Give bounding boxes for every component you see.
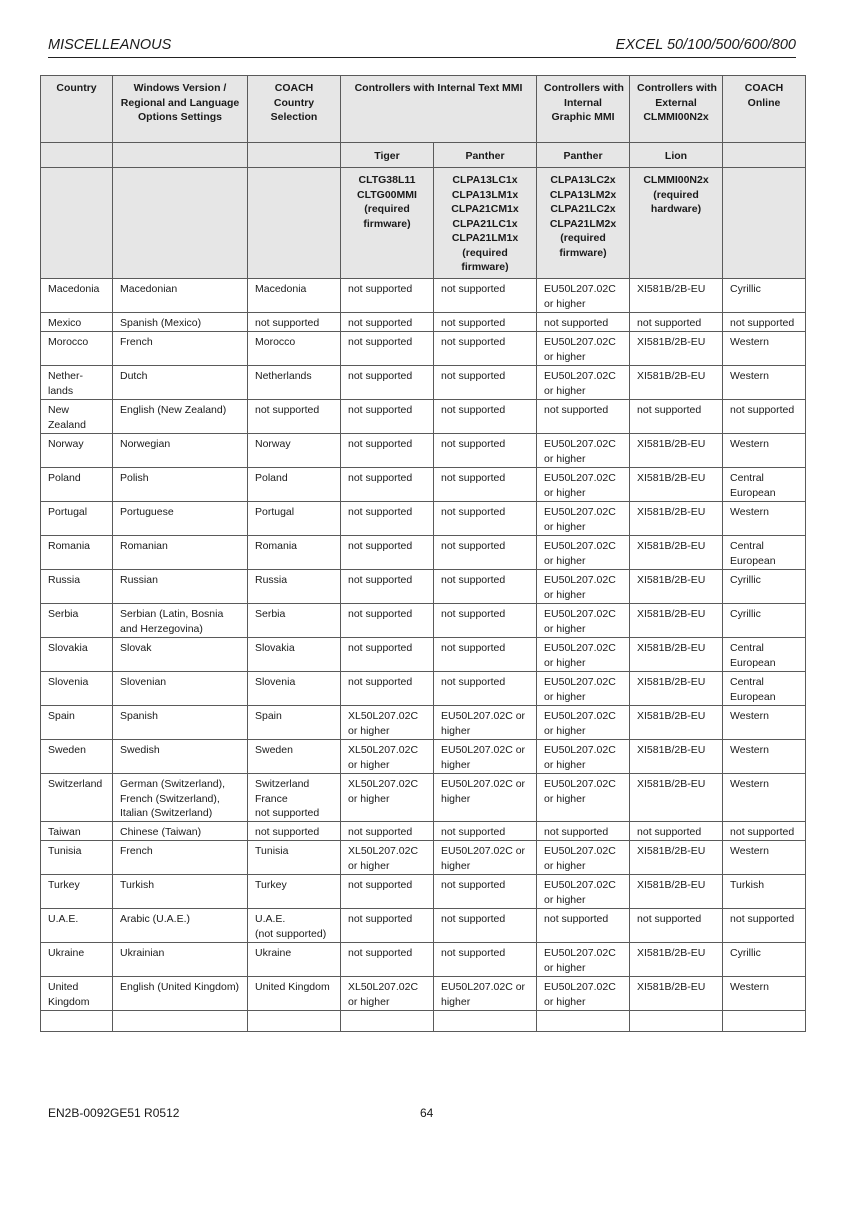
cell-tiger: not supported [341, 313, 434, 332]
cell-windows-version: English (United Kingdom) [113, 977, 248, 1011]
cell-lion: XI581B/2B-EU [630, 841, 723, 875]
cell-tiger: not supported [341, 638, 434, 672]
cell-coach-online: not supported [723, 822, 806, 841]
table-row [41, 875, 806, 909]
cell-coach-online: Central European [723, 638, 806, 672]
cell-coach-country: not supported [248, 822, 341, 841]
cell-panther-graphic: EU50L207.02C or higher [537, 468, 630, 502]
cell-panther-graphic: not supported [537, 909, 630, 943]
cell-coach-online: not supported [723, 909, 806, 943]
cell-tiger: XL50L207.02C or higher [341, 706, 434, 740]
cell-country: Spain [41, 706, 113, 740]
empty-cell [341, 1011, 434, 1032]
subheader-tiger: Tiger [341, 143, 434, 168]
cell-coach-country: Tunisia [248, 841, 341, 875]
col-header-windows-version: Windows Version / Regional and Language Options Settings [113, 76, 248, 143]
table-row [41, 536, 806, 570]
table-row [41, 774, 806, 822]
cell-tiger: XL50L207.02C or higher [341, 774, 434, 822]
cell-windows-version: French [113, 841, 248, 875]
cell-panther-text: not supported [434, 468, 537, 502]
cell-country: Sweden [41, 740, 113, 774]
cell-panther-graphic: EU50L207.02C or higher [537, 638, 630, 672]
cell-windows-version: Dutch [113, 366, 248, 400]
page-number: 64 [420, 1106, 434, 1120]
cell-country: Taiwan [41, 822, 113, 841]
cell-lion: XI581B/2B-EU [630, 977, 723, 1011]
cell-panther-graphic: EU50L207.02C or higher [537, 943, 630, 977]
cell-windows-version: Portuguese [113, 502, 248, 536]
cell-coach-country: Morocco [248, 332, 341, 366]
cell-coach-online: Western [723, 434, 806, 468]
subheader-panther-graphic: Panther [537, 143, 630, 168]
empty-cell [41, 168, 113, 279]
cell-country: Norway [41, 434, 113, 468]
col-header-external-mmi: Controllers with External CLMMI00N2x [630, 76, 723, 143]
cell-lion: XI581B/2B-EU [630, 672, 723, 706]
cell-country: Ukraine [41, 943, 113, 977]
cell-panther-graphic: EU50L207.02C or higher [537, 536, 630, 570]
cell-coach-country: Netherlands [248, 366, 341, 400]
table-row [41, 943, 806, 977]
cell-coach-country: U.A.E. (not supported) [248, 909, 341, 943]
cell-panther-text: not supported [434, 536, 537, 570]
table-row [41, 841, 806, 875]
cell-lion: XI581B/2B-EU [630, 332, 723, 366]
subheader-lion: Lion [630, 143, 723, 168]
cell-coach-online: Western [723, 774, 806, 822]
cell-tiger: not supported [341, 400, 434, 434]
cell-coach-country: Ukraine [248, 943, 341, 977]
cell-coach-online: Central European [723, 468, 806, 502]
cell-tiger: not supported [341, 909, 434, 943]
cell-panther-graphic: EU50L207.02C or higher [537, 977, 630, 1011]
cell-panther-text: EU50L207.02C or higher [434, 740, 537, 774]
col-header-coach-online: COACH Online [723, 76, 806, 143]
cell-tiger: not supported [341, 822, 434, 841]
col-header-graphic-mmi: Controllers with Internal Graphic MMI [537, 76, 630, 143]
cell-panther-text: not supported [434, 434, 537, 468]
cell-tiger: not supported [341, 332, 434, 366]
table-row [41, 570, 806, 604]
cell-windows-version: French [113, 332, 248, 366]
header-row [41, 76, 806, 143]
cell-lion: XI581B/2B-EU [630, 638, 723, 672]
table-row [41, 638, 806, 672]
cell-country: Switzerland [41, 774, 113, 822]
cell-panther-graphic: EU50L207.02C or higher [537, 841, 630, 875]
empty-cell [41, 1011, 113, 1032]
cell-windows-version: Romanian [113, 536, 248, 570]
country-support-table [40, 75, 806, 1032]
cell-coach-online: Cyrillic [723, 943, 806, 977]
cell-country: United Kingdom [41, 977, 113, 1011]
cell-windows-version: Spanish (Mexico) [113, 313, 248, 332]
cell-tiger: not supported [341, 943, 434, 977]
table-row [41, 740, 806, 774]
cell-panther-text: not supported [434, 400, 537, 434]
empty-cell [630, 1011, 723, 1032]
cell-windows-version: Turkish [113, 875, 248, 909]
cell-coach-country: Russia [248, 570, 341, 604]
cell-tiger: not supported [341, 502, 434, 536]
models-panther-graphic: CLPA13LC2x CLPA13LM2x CLPA21LC2x CLPA21LM2x (required firmware) [537, 168, 630, 279]
cell-country: Macedonia [41, 279, 113, 313]
cell-coach-online: Western [723, 502, 806, 536]
model-row [41, 168, 806, 279]
cell-coach-country: Portugal [248, 502, 341, 536]
col-header-country: Country [41, 76, 113, 143]
cell-coach-online: Turkish [723, 875, 806, 909]
cell-windows-version: English (New Zealand) [113, 400, 248, 434]
cell-windows-version: Spanish [113, 706, 248, 740]
blank-row [41, 1011, 806, 1032]
cell-panther-text: not supported [434, 332, 537, 366]
cell-lion: XI581B/2B-EU [630, 774, 723, 822]
cell-country: New Zealand [41, 400, 113, 434]
table-row [41, 434, 806, 468]
cell-coach-country: Norway [248, 434, 341, 468]
cell-coach-country: Slovakia [248, 638, 341, 672]
table-row [41, 502, 806, 536]
cell-coach-country: not supported [248, 313, 341, 332]
cell-coach-online: Cyrillic [723, 279, 806, 313]
cell-tiger: not supported [341, 434, 434, 468]
cell-panther-graphic: EU50L207.02C or higher [537, 604, 630, 638]
cell-coach-online: Western [723, 977, 806, 1011]
models-tiger: CLTG38L11 CLTG00MMI (required firmware) [341, 168, 434, 279]
cell-coach-online: not supported [723, 313, 806, 332]
empty-cell [248, 143, 341, 168]
empty-cell [248, 168, 341, 279]
empty-cell [723, 1011, 806, 1032]
cell-lion: XI581B/2B-EU [630, 366, 723, 400]
cell-panther-graphic: EU50L207.02C or higher [537, 672, 630, 706]
table-row [41, 977, 806, 1011]
table-row [41, 366, 806, 400]
cell-windows-version: Ukrainian [113, 943, 248, 977]
section-title: MISCELLEANOUS [48, 37, 172, 53]
cell-windows-version: Arabic (U.A.E.) [113, 909, 248, 943]
subheader-row [41, 143, 806, 168]
cell-lion: not supported [630, 400, 723, 434]
col-header-text-mmi: Controllers with Internal Text MMI [341, 76, 537, 143]
table-row [41, 909, 806, 943]
cell-lion: not supported [630, 822, 723, 841]
cell-country: U.A.E. [41, 909, 113, 943]
cell-windows-version: Serbian (Latin, Bosnia and Herzegovina) [113, 604, 248, 638]
document-id: EN2B-0092GE51 R0512 [48, 1106, 180, 1120]
cell-panther-text: not supported [434, 313, 537, 332]
cell-panther-graphic: not supported [537, 313, 630, 332]
cell-panther-text: not supported [434, 943, 537, 977]
cell-lion: XI581B/2B-EU [630, 468, 723, 502]
cell-country: Romania [41, 536, 113, 570]
cell-windows-version: Slovenian [113, 672, 248, 706]
product-title: EXCEL 50/100/500/600/800 [615, 37, 796, 53]
cell-coach-online: Central European [723, 536, 806, 570]
table-row [41, 279, 806, 313]
cell-coach-online: not supported [723, 400, 806, 434]
cell-coach-country: Sweden [248, 740, 341, 774]
cell-panther-graphic: EU50L207.02C or higher [537, 706, 630, 740]
table-row [41, 400, 806, 434]
cell-coach-country: Poland [248, 468, 341, 502]
cell-panther-graphic: EU50L207.02C or higher [537, 366, 630, 400]
cell-windows-version: Slovak [113, 638, 248, 672]
table-row [41, 672, 806, 706]
cell-country: Poland [41, 468, 113, 502]
empty-cell [41, 143, 113, 168]
cell-panther-text: not supported [434, 909, 537, 943]
table-row [41, 822, 806, 841]
cell-panther-graphic: not supported [537, 822, 630, 841]
table-row [41, 332, 806, 366]
cell-lion: XI581B/2B-EU [630, 434, 723, 468]
cell-lion: not supported [630, 313, 723, 332]
cell-panther-text: not supported [434, 502, 537, 536]
cell-lion: XI581B/2B-EU [630, 570, 723, 604]
cell-windows-version: Macedonian [113, 279, 248, 313]
cell-tiger: XL50L207.02C or higher [341, 841, 434, 875]
cell-coach-country: Switzerland France not supported [248, 774, 341, 822]
empty-cell [723, 143, 806, 168]
cell-windows-version: Polish [113, 468, 248, 502]
empty-cell [113, 143, 248, 168]
cell-windows-version: German (Switzerland), French (Switzerland), Italian (Switzerland) [113, 774, 248, 822]
cell-lion: XI581B/2B-EU [630, 943, 723, 977]
empty-cell [537, 1011, 630, 1032]
cell-panther-text: EU50L207.02C or higher [434, 841, 537, 875]
cell-coach-online: Western [723, 740, 806, 774]
table-body [41, 279, 806, 1011]
cell-lion: XI581B/2B-EU [630, 536, 723, 570]
cell-coach-country: Romania [248, 536, 341, 570]
cell-lion: XI581B/2B-EU [630, 740, 723, 774]
cell-panther-graphic: EU50L207.02C or higher [537, 875, 630, 909]
cell-lion: not supported [630, 909, 723, 943]
cell-coach-online: Western [723, 366, 806, 400]
cell-coach-online: Western [723, 841, 806, 875]
subheader-panther-text: Panther [434, 143, 537, 168]
cell-lion: XI581B/2B-EU [630, 279, 723, 313]
cell-panther-text: not supported [434, 604, 537, 638]
table-row [41, 468, 806, 502]
page-header [48, 37, 796, 58]
cell-country: Portugal [41, 502, 113, 536]
cell-country: Slovakia [41, 638, 113, 672]
cell-panther-text: not supported [434, 672, 537, 706]
table-row [41, 313, 806, 332]
cell-coach-online: Western [723, 706, 806, 740]
models-panther-text: CLPA13LC1x CLPA13LM1x CLPA21CM1x CLPA21LC1x CLPA21LM1x (required firmware) [434, 168, 537, 279]
cell-country: Turkey [41, 875, 113, 909]
cell-panther-graphic: not supported [537, 400, 630, 434]
cell-windows-version: Norwegian [113, 434, 248, 468]
cell-windows-version: Swedish [113, 740, 248, 774]
col-header-coach-country: COACH Country Selection [248, 76, 341, 143]
cell-panther-text: not supported [434, 822, 537, 841]
cell-panther-graphic: EU50L207.02C or higher [537, 502, 630, 536]
cell-lion: XI581B/2B-EU [630, 502, 723, 536]
cell-panther-graphic: EU50L207.02C or higher [537, 774, 630, 822]
cell-coach-online: Cyrillic [723, 570, 806, 604]
cell-tiger: not supported [341, 468, 434, 502]
cell-coach-country: Slovenia [248, 672, 341, 706]
cell-windows-version: Chinese (Taiwan) [113, 822, 248, 841]
cell-tiger: XL50L207.02C or higher [341, 740, 434, 774]
cell-panther-text: not supported [434, 279, 537, 313]
empty-cell [723, 168, 806, 279]
cell-country: Mexico [41, 313, 113, 332]
cell-tiger: not supported [341, 875, 434, 909]
cell-panther-text: EU50L207.02C or higher [434, 706, 537, 740]
cell-panther-text: not supported [434, 366, 537, 400]
empty-cell [434, 1011, 537, 1032]
cell-lion: XI581B/2B-EU [630, 706, 723, 740]
cell-tiger: not supported [341, 570, 434, 604]
cell-tiger: not supported [341, 279, 434, 313]
cell-panther-graphic: EU50L207.02C or higher [537, 740, 630, 774]
cell-panther-text: EU50L207.02C or higher [434, 977, 537, 1011]
cell-tiger: not supported [341, 366, 434, 400]
cell-coach-online: Western [723, 332, 806, 366]
cell-country: Serbia [41, 604, 113, 638]
cell-lion: XI581B/2B-EU [630, 604, 723, 638]
cell-coach-online: Cyrillic [723, 604, 806, 638]
cell-panther-graphic: EU50L207.02C or higher [537, 279, 630, 313]
cell-country: Morocco [41, 332, 113, 366]
cell-coach-country: Serbia [248, 604, 341, 638]
cell-country: Slovenia [41, 672, 113, 706]
cell-coach-online: Central European [723, 672, 806, 706]
cell-tiger: not supported [341, 604, 434, 638]
cell-tiger: not supported [341, 672, 434, 706]
cell-panther-graphic: EU50L207.02C or higher [537, 570, 630, 604]
cell-coach-country: Turkey [248, 875, 341, 909]
cell-coach-country: United Kingdom [248, 977, 341, 1011]
cell-tiger: XL50L207.02C or higher [341, 977, 434, 1011]
table-row [41, 706, 806, 740]
cell-coach-country: not supported [248, 400, 341, 434]
models-lion: CLMMI00N2x (required hardware) [630, 168, 723, 279]
cell-panther-graphic: EU50L207.02C or higher [537, 434, 630, 468]
cell-windows-version: Russian [113, 570, 248, 604]
cell-panther-graphic: EU50L207.02C or higher [537, 332, 630, 366]
cell-panther-text: not supported [434, 570, 537, 604]
empty-cell [248, 1011, 341, 1032]
empty-cell [113, 1011, 248, 1032]
cell-coach-country: Spain [248, 706, 341, 740]
cell-country: Tunisia [41, 841, 113, 875]
cell-panther-text: EU50L207.02C or higher [434, 774, 537, 822]
cell-country: Russia [41, 570, 113, 604]
cell-panther-text: not supported [434, 875, 537, 909]
cell-tiger: not supported [341, 536, 434, 570]
empty-cell [113, 168, 248, 279]
cell-country: Nether- lands [41, 366, 113, 400]
table-row [41, 604, 806, 638]
cell-panther-text: not supported [434, 638, 537, 672]
cell-lion: XI581B/2B-EU [630, 875, 723, 909]
cell-coach-country: Macedonia [248, 279, 341, 313]
